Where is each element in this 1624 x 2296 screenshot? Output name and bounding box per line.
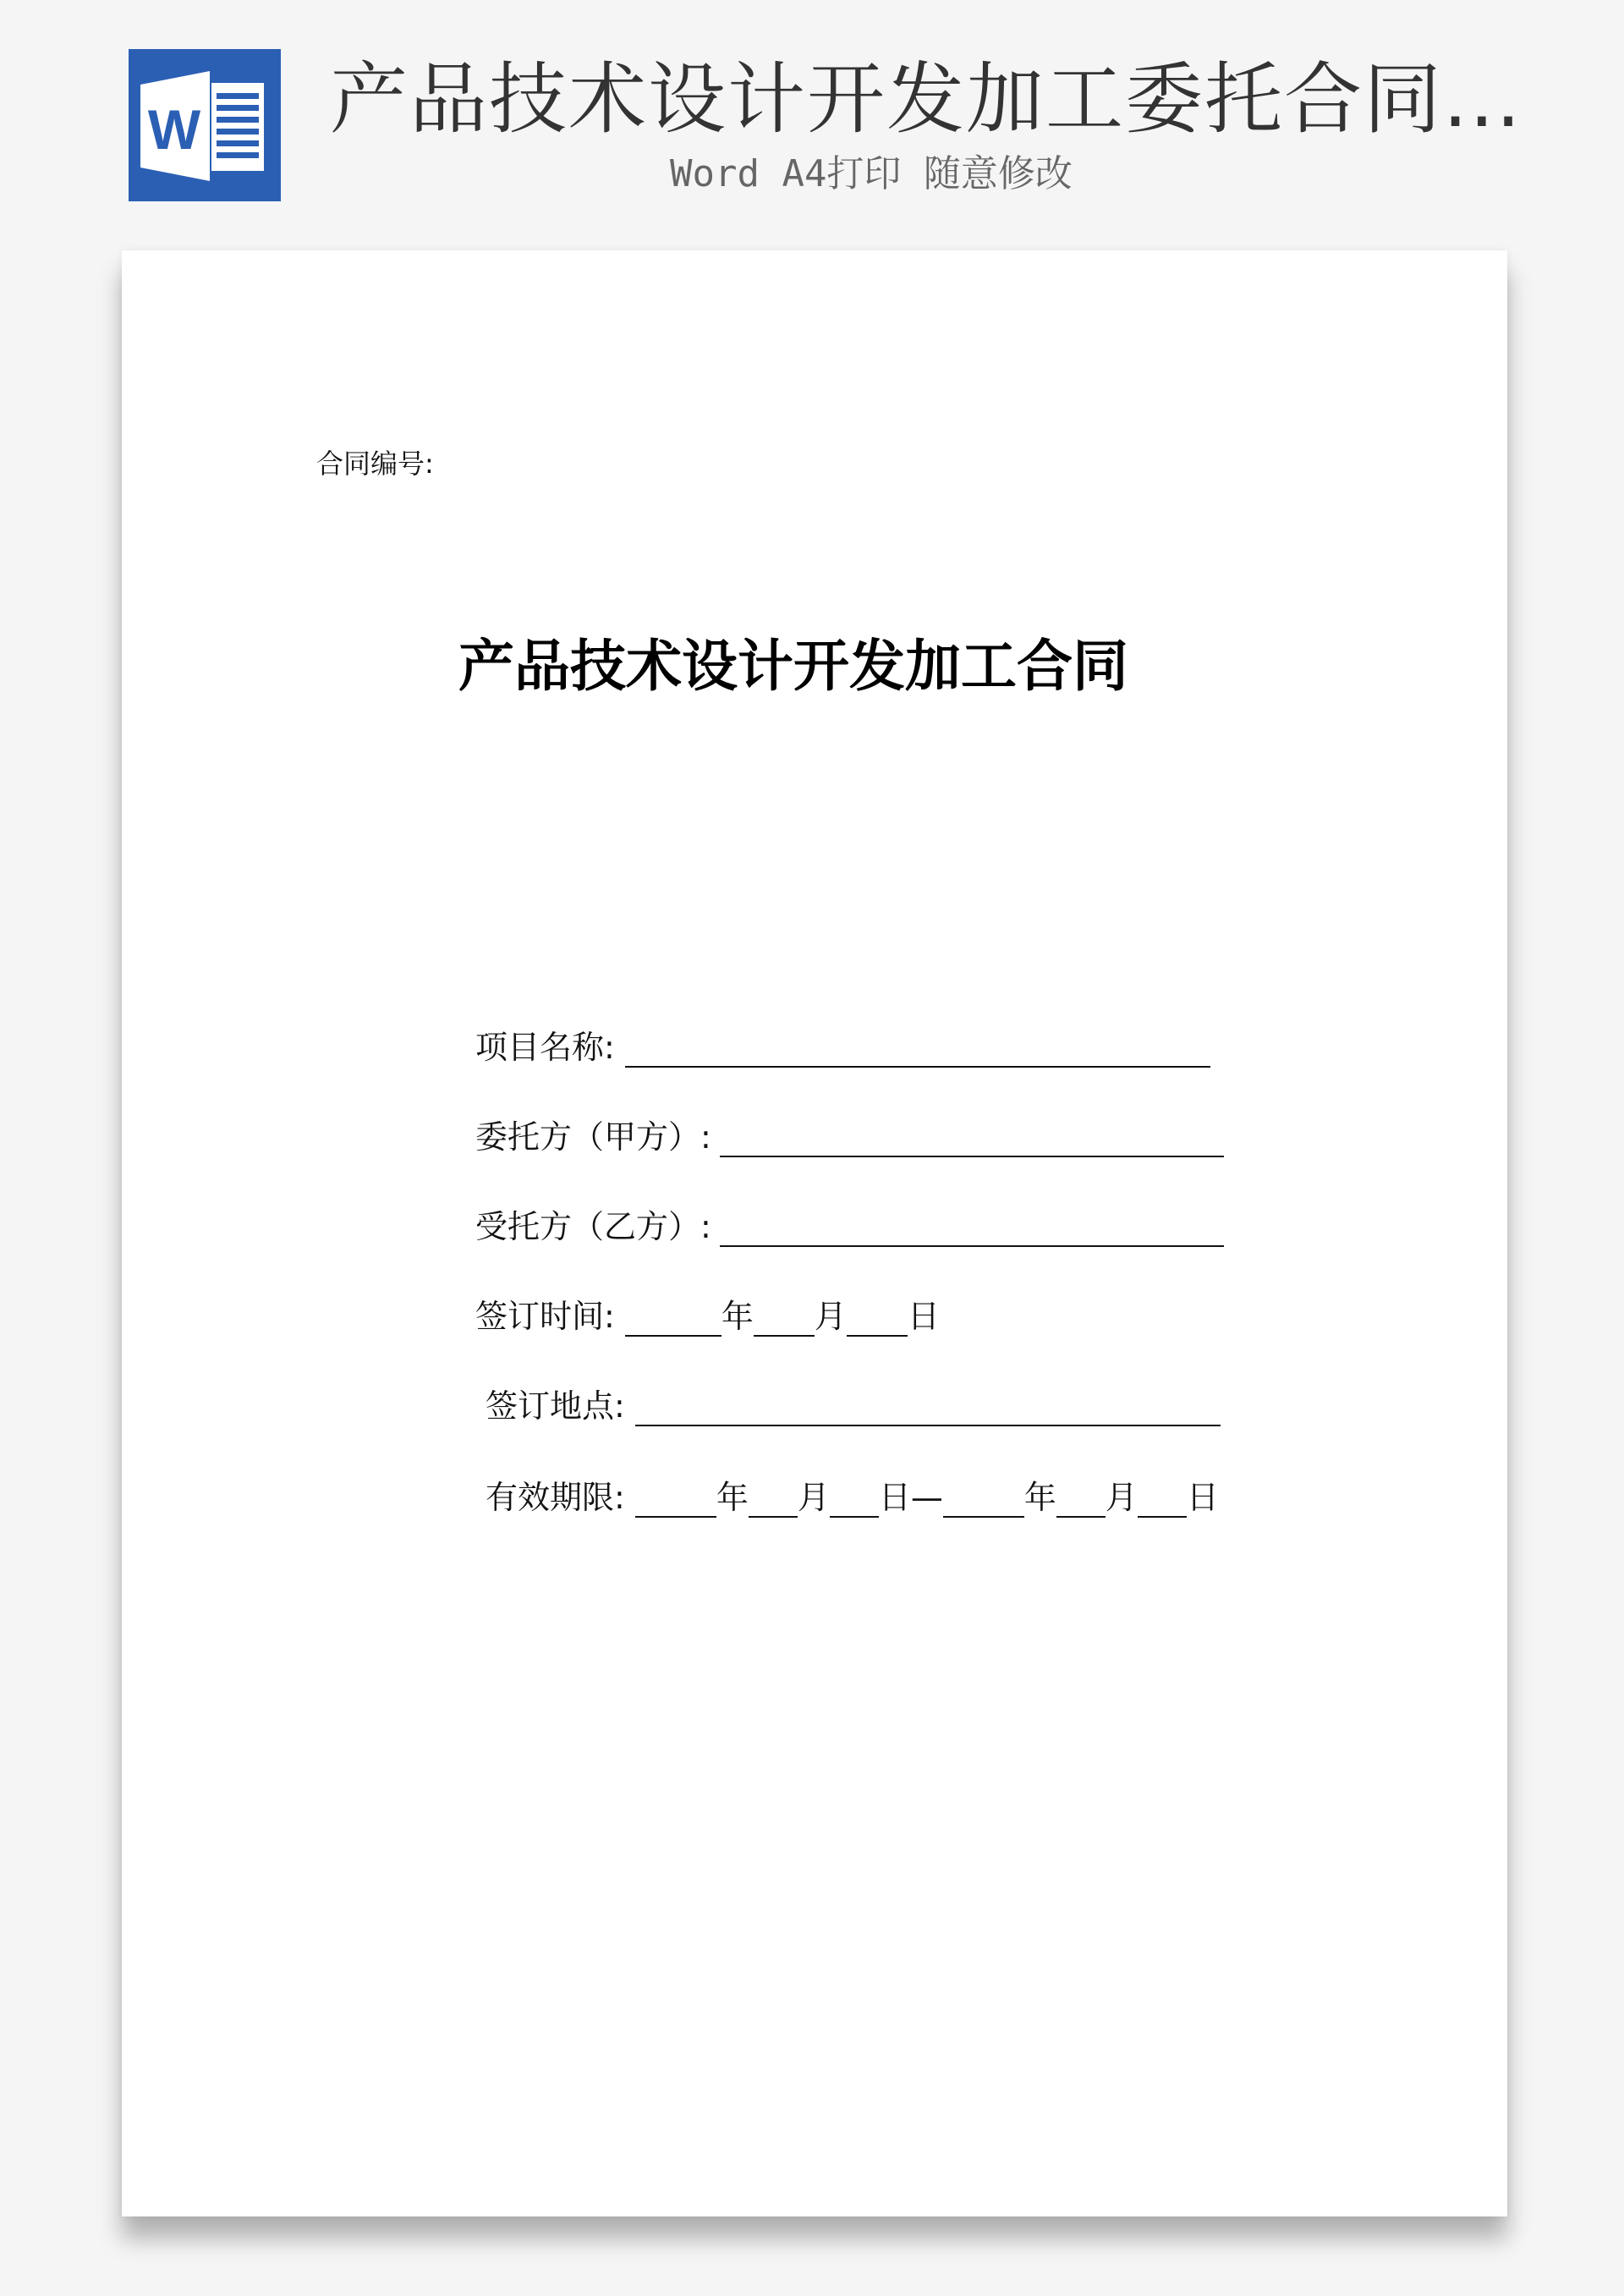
word-document-icon <box>129 49 281 201</box>
month-unit: 月 <box>1105 1479 1138 1516</box>
signing-year-blank[interactable] <box>625 1298 721 1337</box>
year-unit: 年 <box>716 1479 749 1516</box>
validity-end-month-blank[interactable] <box>1056 1479 1106 1518</box>
field-label: 委托方（甲方）: <box>475 1118 711 1156</box>
day-unit: 日 <box>907 1298 940 1335</box>
party-b-blank[interactable] <box>720 1208 1224 1247</box>
word-icon-letter: W <box>147 98 201 161</box>
field-label: 受托方（乙方）: <box>475 1208 711 1245</box>
field-party-a <box>475 1117 1224 1157</box>
signing-place-blank[interactable] <box>635 1387 1221 1426</box>
signing-month-blank[interactable] <box>754 1298 815 1337</box>
month-unit: 月 <box>814 1298 847 1335</box>
validity-start-day-blank[interactable] <box>830 1479 879 1518</box>
field-project-name <box>475 1027 1210 1068</box>
field-label: 签订地点: <box>486 1387 625 1425</box>
field-signing-date <box>475 1296 940 1337</box>
year-unit: 年 <box>1023 1479 1056 1516</box>
validity-start-month-blank[interactable] <box>749 1479 798 1518</box>
day-unit: 日 <box>1186 1479 1219 1516</box>
field-validity <box>486 1477 1219 1518</box>
document-page <box>122 250 1507 2216</box>
validity-start-year-blank[interactable] <box>635 1479 716 1518</box>
month-unit: 月 <box>797 1479 830 1516</box>
field-label: 有效期限: <box>486 1479 625 1516</box>
project-name-blank[interactable] <box>625 1029 1210 1068</box>
signing-day-blank[interactable] <box>847 1298 908 1337</box>
validity-end-day-blank[interactable] <box>1138 1479 1187 1518</box>
year-unit: 年 <box>721 1298 754 1335</box>
party-a-blank[interactable] <box>720 1118 1224 1157</box>
field-signing-place <box>486 1386 1221 1426</box>
field-label: 签订时间: <box>475 1298 615 1335</box>
day-to-unit: 日— <box>878 1479 943 1516</box>
header-subtitle: Word A4打印 随意修改 <box>670 152 1073 195</box>
header-title: 产品技术设计开发加工委托合同... <box>330 54 1522 145</box>
document-title: 产品技术设计开发加工合同 <box>458 634 1128 699</box>
contract-number-label: 合同编号: <box>316 448 434 480</box>
field-label: 项目名称: <box>475 1029 615 1066</box>
header <box>0 0 1624 237</box>
field-party-b <box>475 1206 1224 1247</box>
validity-end-year-blank[interactable] <box>943 1479 1024 1518</box>
